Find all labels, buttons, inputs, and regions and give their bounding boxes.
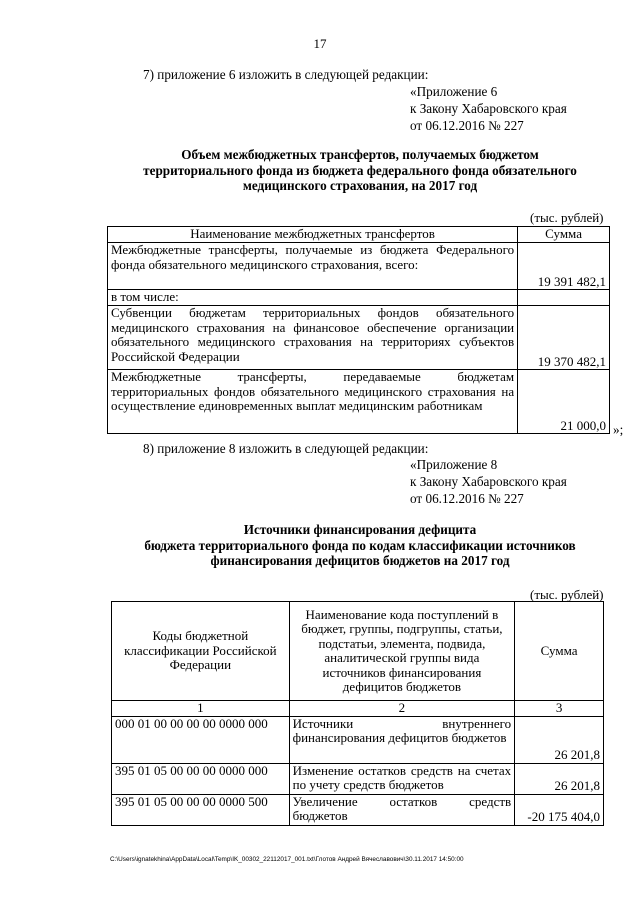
- table-row: [108, 290, 610, 306]
- row-name: Источники внутреннего финансирования дефицитов бюджетов: [289, 716, 515, 763]
- item8-title: [100, 522, 620, 569]
- table-row: [108, 243, 610, 290]
- closing-quote: »;: [613, 422, 624, 437]
- title-line: Источники финансирования дефицита: [243, 522, 477, 537]
- item8-unit: (тыс. рублей): [530, 587, 604, 602]
- row-sum: 26 201,8: [515, 763, 604, 794]
- title-line: медицинского страхования, на 2017 год: [242, 178, 478, 193]
- appendix-line: «Приложение 8: [410, 457, 498, 472]
- item7-text: 7) приложение 6 изложить в следующей редакции:: [143, 67, 429, 82]
- row-name: Межбюджетные трансферты, получаемые из бюджета Федерального фонда обязательного медицинского страхования, всего:: [108, 243, 518, 290]
- row-sum: 21 000,0: [518, 370, 610, 434]
- title-line: территориального фонда из бюджета федерального фонда обязательного: [143, 162, 577, 178]
- appendix-line: от 06.12.2016 № 227: [410, 118, 524, 133]
- appendix-line: к Закону Хабаровского края: [410, 101, 567, 116]
- row-code: 395 01 05 00 00 00 0000 500: [112, 794, 290, 825]
- header-name: Наименование кода поступлений в бюджет, группы, подгруппы, статьи, подстатьи, элемента, подвида, аналитической группы вида источников финансирования дефицитов бюджетов: [289, 602, 515, 701]
- appendix-line: от 06.12.2016 № 227: [410, 491, 524, 506]
- page-number: 17: [313, 36, 327, 51]
- item8-text: 8) приложение 8 изложить в следующей редакции:: [143, 441, 429, 456]
- title-line: Объем межбюджетных трансфертов, получаемых бюджетом: [181, 147, 539, 162]
- row-sum: [518, 290, 610, 306]
- table-row: [108, 370, 610, 434]
- table-row: [112, 716, 604, 763]
- header-name: Наименование межбюджетных трансфертов: [108, 227, 518, 243]
- row-name: Увеличение остатков средств бюджетов: [289, 794, 515, 825]
- item7-title: [100, 147, 620, 194]
- row-name: Межбюджетные трансферты, передаваемые бюджетам территориальных фондов обязательного медицинского страхования на осуществление единовременных выплат медицинским работникам: [108, 370, 518, 434]
- row-sum: 26 201,8: [515, 716, 604, 763]
- title-line: бюджета территориального фонда по кодам классификации источников: [144, 537, 576, 553]
- appendix-line: «Приложение 6: [410, 84, 498, 99]
- row-sum: 19 391 482,1: [518, 243, 610, 290]
- table-header-row: [108, 227, 610, 243]
- col-number: 1: [112, 701, 290, 717]
- col-number: 2: [289, 701, 515, 717]
- item7-unit: (тыс. рублей): [530, 210, 604, 225]
- table-header-row: [112, 602, 604, 701]
- header-codes: Коды бюджетной классификации Российской Федерации: [112, 602, 290, 701]
- row-name: в том числе:: [108, 290, 518, 306]
- row-sum: -20 175 404,0: [515, 794, 604, 825]
- column-numbers-row: [112, 701, 604, 717]
- item8-appendix: [410, 456, 567, 507]
- header-sum: Сумма: [518, 227, 610, 243]
- footer-path: C:\Users\ignatekhina\AppData\Local\Temp\IK_00302_22112017_001.txt\Глотов Андрей Вячеславович\30.11.2017 14:50:00: [110, 856, 464, 863]
- header-sum: Сумма: [515, 602, 604, 701]
- row-sum: 19 370 482,1: [518, 306, 610, 370]
- row-code: 395 01 05 00 00 00 0000 000: [112, 763, 290, 794]
- table-row: [112, 794, 604, 825]
- sources-table: [111, 601, 604, 826]
- title-line: финансирования дефицитов бюджетов на 2017 год: [210, 553, 510, 568]
- col-number: 3: [515, 701, 604, 717]
- row-name: Субвенции бюджетам территориальных фондов обязательного медицинского страхования на финансовое обеспечение организации обязательного медицинского страхования на территориях субъектов Российской Федерации: [108, 306, 518, 370]
- row-name: Изменение остатков средств на счетах по учету средств бюджетов: [289, 763, 515, 794]
- table-row: [112, 763, 604, 794]
- item7-appendix: [410, 83, 567, 134]
- appendix-line: к Закону Хабаровского края: [410, 474, 567, 489]
- transfers-table: [107, 226, 610, 434]
- row-code: 000 01 00 00 00 00 0000 000: [112, 716, 290, 763]
- table-row: [108, 306, 610, 370]
